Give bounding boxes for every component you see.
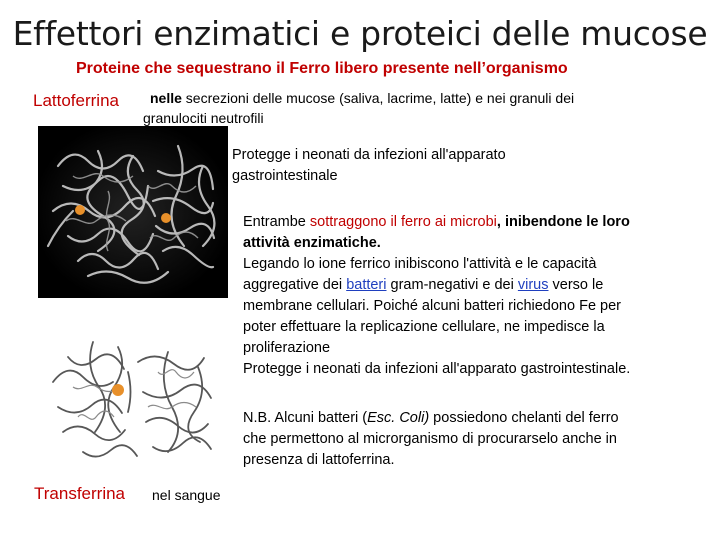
slide-subtitle: Proteine che sequestrano il Ferro libero presente nell’organismo <box>76 60 568 77</box>
note-line3: presenza di lattoferrina. <box>243 452 395 468</box>
mechanism-paragraph <box>243 212 630 380</box>
mechanism-line1 <box>243 212 630 233</box>
mechanism-line1-start: Entrambe <box>243 214 310 230</box>
mechanism-line1-end: , inibendone le loro <box>496 214 630 230</box>
transferrina-label: Transferrina <box>34 484 126 503</box>
mechanism-line4-start: aggregative dei <box>243 277 347 293</box>
transferrina-structure-image <box>38 312 228 480</box>
lattoferrina-ribbon-svg <box>38 126 228 298</box>
mechanism-line6: poter effettuare la replicazione cellulare, ne impedisce la <box>243 319 605 335</box>
iron-ion-marker <box>112 384 124 396</box>
note-paragraph <box>243 408 619 471</box>
note-line2: che permettono al microrganismo di procurarselo anche in <box>243 431 617 447</box>
transferrina-ribbon-svg <box>38 312 228 480</box>
lattoferrina-desc-line1: secrezioni delle mucose (saliva, lacrime, latte) e nei granuli dei <box>181 90 575 106</box>
note-line1-end: possiedono chelanti del ferro <box>429 410 619 426</box>
iron-ion-marker <box>75 205 85 215</box>
lattoferrina-desc-line2: granulociti neutrofili <box>143 110 264 126</box>
note-line1 <box>243 408 619 429</box>
virus-link[interactable]: virus <box>517 277 549 293</box>
protection-line1: Protegge i neonati da infezioni all'apparato <box>232 147 506 163</box>
lattoferrina-desc-bold: nelle <box>150 90 182 106</box>
note-line1-start: N.B. Alcuni batteri ( <box>243 410 368 426</box>
mechanism-highlight: sottraggono il ferro ai microbi <box>309 214 497 230</box>
mechanism-line4-middle: gram-negativi e dei <box>386 277 518 293</box>
transferrina-description: nel sangue <box>152 487 221 503</box>
slide-title: Effettori enzimatici e proteici delle mucose <box>12 14 708 53</box>
mechanism-line8: Protegge i neonati da infezioni all'apparato gastrointestinale. <box>243 361 631 377</box>
mechanism-line4-end: verso le <box>548 277 604 293</box>
protection-line2: gastrointestinale <box>232 168 338 184</box>
iron-ion-marker <box>161 213 171 223</box>
lattoferrina-label: Lattoferrina <box>33 91 119 110</box>
mechanism-line3: Legando lo ione ferrico inibiscono l'attività e le capacità <box>243 256 597 272</box>
note-italic-organism: Esc. Coli) <box>367 410 430 426</box>
lattoferrina-structure-image <box>38 126 228 298</box>
mechanism-line4 <box>243 275 630 296</box>
lattoferrina-protection-text <box>232 145 506 187</box>
mechanism-line7: proliferazione <box>243 340 331 356</box>
mechanism-line2: attività enzimatiche. <box>243 235 381 251</box>
batteri-link[interactable]: batteri <box>346 277 387 293</box>
mechanism-line5: membrane cellulari. Poiché alcuni batteri richiedono Fe per <box>243 298 621 314</box>
